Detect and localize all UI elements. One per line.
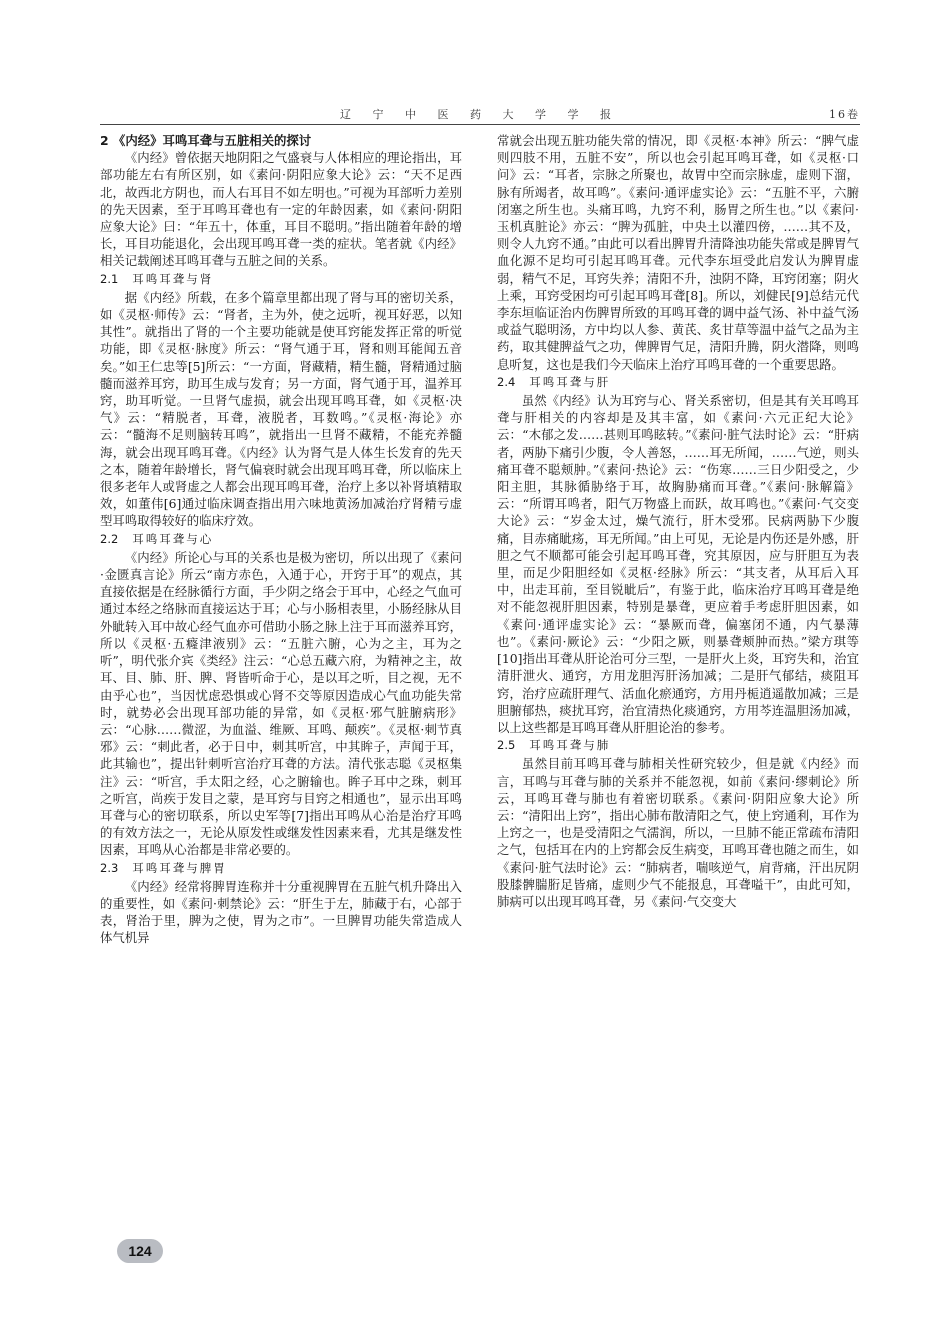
subsection-label: 耳鸣耳聋与肝	[529, 374, 611, 389]
subsection-heading-2-5	[497, 737, 859, 754]
subsection-number: 2.5	[497, 738, 516, 753]
left-column	[100, 132, 462, 1252]
subsection-heading-2-4	[497, 374, 859, 391]
subsection-number: 2.3	[100, 860, 119, 875]
subsection-heading-2-3	[100, 860, 462, 877]
subsection-number: 2.4	[497, 374, 516, 389]
paragraph-spleen-stomach-continued: 常就会出现五脏功能失常的情况，即《灵枢·本神》所云：“脾气虚则四肢不用，五脏不安”，所以也会引起耳鸣耳聋，如《灵枢·口问》云：“耳者，宗脉之所聚也，故胃中空而宗脉虚，虚则下溜，脉有所竭者，故耳鸣”。《素问·通评虚实论》云：“五脏不平，六腑闭塞之所生也。头痛耳鸣，九窍不利，肠胃之所生也。”以《素问·玉机真脏论》亦云：“脾为孤脏，中央土以灌四傍，……其不及，则令人九窍不通。”由此可以看出脾胃升清降浊功能失常或是脾胃气血化源不足均可引起耳鸣耳聋。元代李东垣受此启发认为脾胃虚弱，精气不足，耳窍失养；清阳不升，浊阴不降，耳窍闭塞；阴火上乘，耳窍受困均可引起耳鸣耳聋[8]。所以，刘健民[9]总结元代李东垣临证治内伤脾胃所致的耳鸣耳聋的调中益气汤、补中益气汤或益气聪明汤，方中均以人参、黄芪、炙甘草等温中益气之品为主药，取其健脾益气之功，俾脾胃气足，清阳升腾，阴火潜降，则鸣息听复，这也是我们今天临床上治疗耳鸣耳聋的一个重要思路。	[497, 133, 859, 372]
subsection-number: 2.1	[100, 271, 119, 286]
right-column	[497, 132, 859, 1252]
paragraph-heart: 《内经》所论心与耳的关系也是极为密切，所以出现了《素问·金匮真言论》所云“南方赤色，入通于心，开窍于耳”的观点，其直接依据是在经脉循行方面，手少阴之络会于耳中，心经之气血可通过本经之络脉而直接运达于耳；心与小肠相表里，小肠经脉从目外眦转入耳中故心经气血亦可借助小肠之脉上注于耳而滋养耳窍，所以《灵枢·五癃津液别》云：“五脏六腑，心为之主，耳为之听”，明代张介宾《类经》注云：“心总五藏六府，为精神之主，故耳、目、肺、肝、脾、肾皆听命于心，是以耳之听，目之视，无不由乎心也”，当因忧虑恐惧或心肾不交等原因造成心气血功能失常时，就势必会出现耳部功能的异常，如《灵枢·邪气脏腑病形》云：“心脉……微涩，为血溢、维厥、耳鸣、颠疾”。《灵枢·刺节真邪》云：“刺此者，必于日中，刺其听宫，中其眸子，声闻于耳，此其输也”，提出针刺听宫治疗耳聋的方法。清代张志聪《灵枢集注》云：“听宫，手太阳之经，心之腑输也。眸子耳中之珠，刺耳之听宫，尚疾于发目之蒙，是耳窍与目窍之相通也”，显示出耳鸣耳聋与心的密切联系，所以史军等[7]指出耳鸣从心治是治疗耳鸣的有效方法之一，无论从原发性或继发性因素来看，尤其是继发性因素，耳鸣从心治都是非常必要的。	[100, 549, 462, 858]
paragraph-lung: 虽然目前耳鸣耳聋与肺相关性研究较少，但是就《内经》而言，耳鸣与耳聋与肺的关系并不能忽视，如前《素问·缪刺论》所云，耳鸣耳聋与肺也有着密切联系。《素问·阴阳应象大论》所云：“清阳出上窍”，指出心肺布散清阳之气，使上窍通利，耳作为上窍之一，也是受清阳之气濡润，所以，一旦肺不能正常疏布清阳之气，包括耳在内的上窍都会反生病变，耳鸣耳聋也随之而生，如《素问·脏气法时论》云：“肺病者，喘咳逆气，肩背痛，汗出尻阴股膝髀腨胻足皆痛，虚则少气不能报息，耳聋嗌干”，由此可知，肺病可以出现耳鸣耳聋，另《素问·气交变大	[497, 756, 859, 909]
subsection-label: 耳鸣耳聋与脾胃	[132, 860, 227, 875]
paragraph-spleen-stomach: 《内经》经常将脾胃连称并十分重视脾胃在五脏气机升降出入的重要性，如《素问·刺禁论》云：“肝生于左，肺藏于右，心部于表，肾治于里，脾为之使，胃为之市”。一旦脾胃功能失常造成人体气机异	[100, 878, 462, 946]
subsection-label: 耳鸣耳聋与心	[132, 531, 214, 546]
volume-label: 16卷	[829, 108, 860, 121]
page-number-badge: 124	[117, 1239, 163, 1263]
paragraph-liver: 虽然《内经》认为耳窍与心、肾关系密切，但是其有关耳鸣耳聋与肝相关的内容却是及其丰富，如《素问·六元正纪大论》云：“木郁之发……甚则耳鸣眩转。”《素问·脏气法时论》云：“肝病者，两胁下痛引少腹，令人善怒，……耳无所闻，……气逆，则头痛耳聋不聪颊肿。”《素问·热论》云：“伤寒……三日少阳受之，少阳主胆，其脉循胁络于耳，故胸胁痛而耳聋。”《素问·脉解篇》云：“所谓耳鸣者，阳气万物盛上而跃，故耳鸣也。”《素问·气交变大论》云：“岁金太过，燥气流行，肝木受邪。民病两胁下少腹痛，目赤痛眦疡，耳无所闻。”由上可见，无论是内伤还是外感，肝胆之气不顺都可能会引起耳鸣耳聋，究其原因，应与肝胆互为表里，而足少阳胆经如《灵枢·经脉》所云：“其支者，从耳后入耳中，出走耳前，至目锐眦后”，有鉴于此，临床治疗耳鸣耳聋是绝对不能忽视肝胆因素，特别是暴聋，更应着手考虑肝胆因素，如《素问·通评虚实论》云：“暴厥而聋，偏塞闭不通，内气暴薄也”。《素问·厥论》云：“少阳之厥，则暴聋颊肿而热。”梁方琪等[10]指出耳聋从肝论治可分三型，一是肝火上炎，耳窍失和，治宜清肝泄火、通窍，方用龙胆泻肝汤加减；二是肝气郁结，痰阻耳窍，治疗应疏肝理气、活血化瘀通窍，方用丹栀逍遥散加减；三是胆腑郁热，痰扰耳窍，治宜清热化痰通窍，方用芩连温胆汤加减，以上这些都是耳鸣耳聋从肝胆论治的参考。	[497, 393, 859, 735]
section-title: 2 《内经》耳鸣耳聋与五脏相关的探讨	[100, 133, 312, 148]
header-rule	[100, 124, 860, 125]
subsection-label: 耳鸣耳聋与肾	[132, 271, 214, 286]
paragraph-kidney: 据《内经》所载，在多个篇章里都出现了肾与耳的密切关系，如《灵枢·师传》云：“肾者，主为外，使之远听，视耳好恶，以知其性”。就指出了肾的一个主要功能就是使耳窍能发挥正常的听觉功能，即《灵枢·脉度》所云：“肾气通于耳，肾和则耳能闻五音矣。”如王仁忠等[5]所云：“一方面，肾藏精，精生髓，肾精通过脑髓而滋养耳窍，助耳生成与发育；另一方面，肾气通于耳，温养耳窍，助耳听觉。一旦肾气虚损，就会出现耳鸣耳聋，如《灵枢·决气》云：“精脱者，耳聋，液脱者，耳数鸣。”《灵枢·海论》亦云：“髓海不足则脑转耳鸣”，就指出一旦肾不藏精，不能充养髓海，就会出现耳鸣耳聋。《内经》认为肾气是人体生长发育的先天之本，随着年龄增长，肾气偏衰时就会出现耳鸣耳聋，所以临床上很多老年人或肾虚之人都会出现耳鸣耳聋，治疗上多以补肾填精取效，如董伟[6]通过临床调查指出用六味地黄汤加减治疗肾精亏虚型耳鸣取得较好的临床疗效。	[100, 289, 462, 529]
subsection-heading-2-1	[100, 271, 462, 288]
subsection-label: 耳鸣耳聋与肺	[529, 738, 611, 753]
subsection-heading-2-2	[100, 531, 462, 548]
intro-paragraph: 《内经》曾依据天地阴阳之气盛衰与人体相应的理论指出，耳部功能左右有所区别，如《素问·阴阳应象大论》云：“天不足西北，故西北方阴也，而人右耳目不如左明也。”可视为耳部听力差别的先天因素，至于耳鸣耳聋也有一定的年龄因素，如《素问·阴阳应象大论》曰：“年五十，体重，耳目不聪明。”指出随着年龄的增长，耳目功能退化，会出现耳鸣耳聋一类的症状。笔者就《内经》相关记载阐述耳鸣耳聋与五脏之间的关系。	[100, 150, 462, 269]
running-header	[100, 104, 860, 126]
subsection-number: 2.2	[100, 531, 119, 546]
journal-title: 辽 宁 中 医 药 大 学 学 报	[340, 108, 620, 121]
